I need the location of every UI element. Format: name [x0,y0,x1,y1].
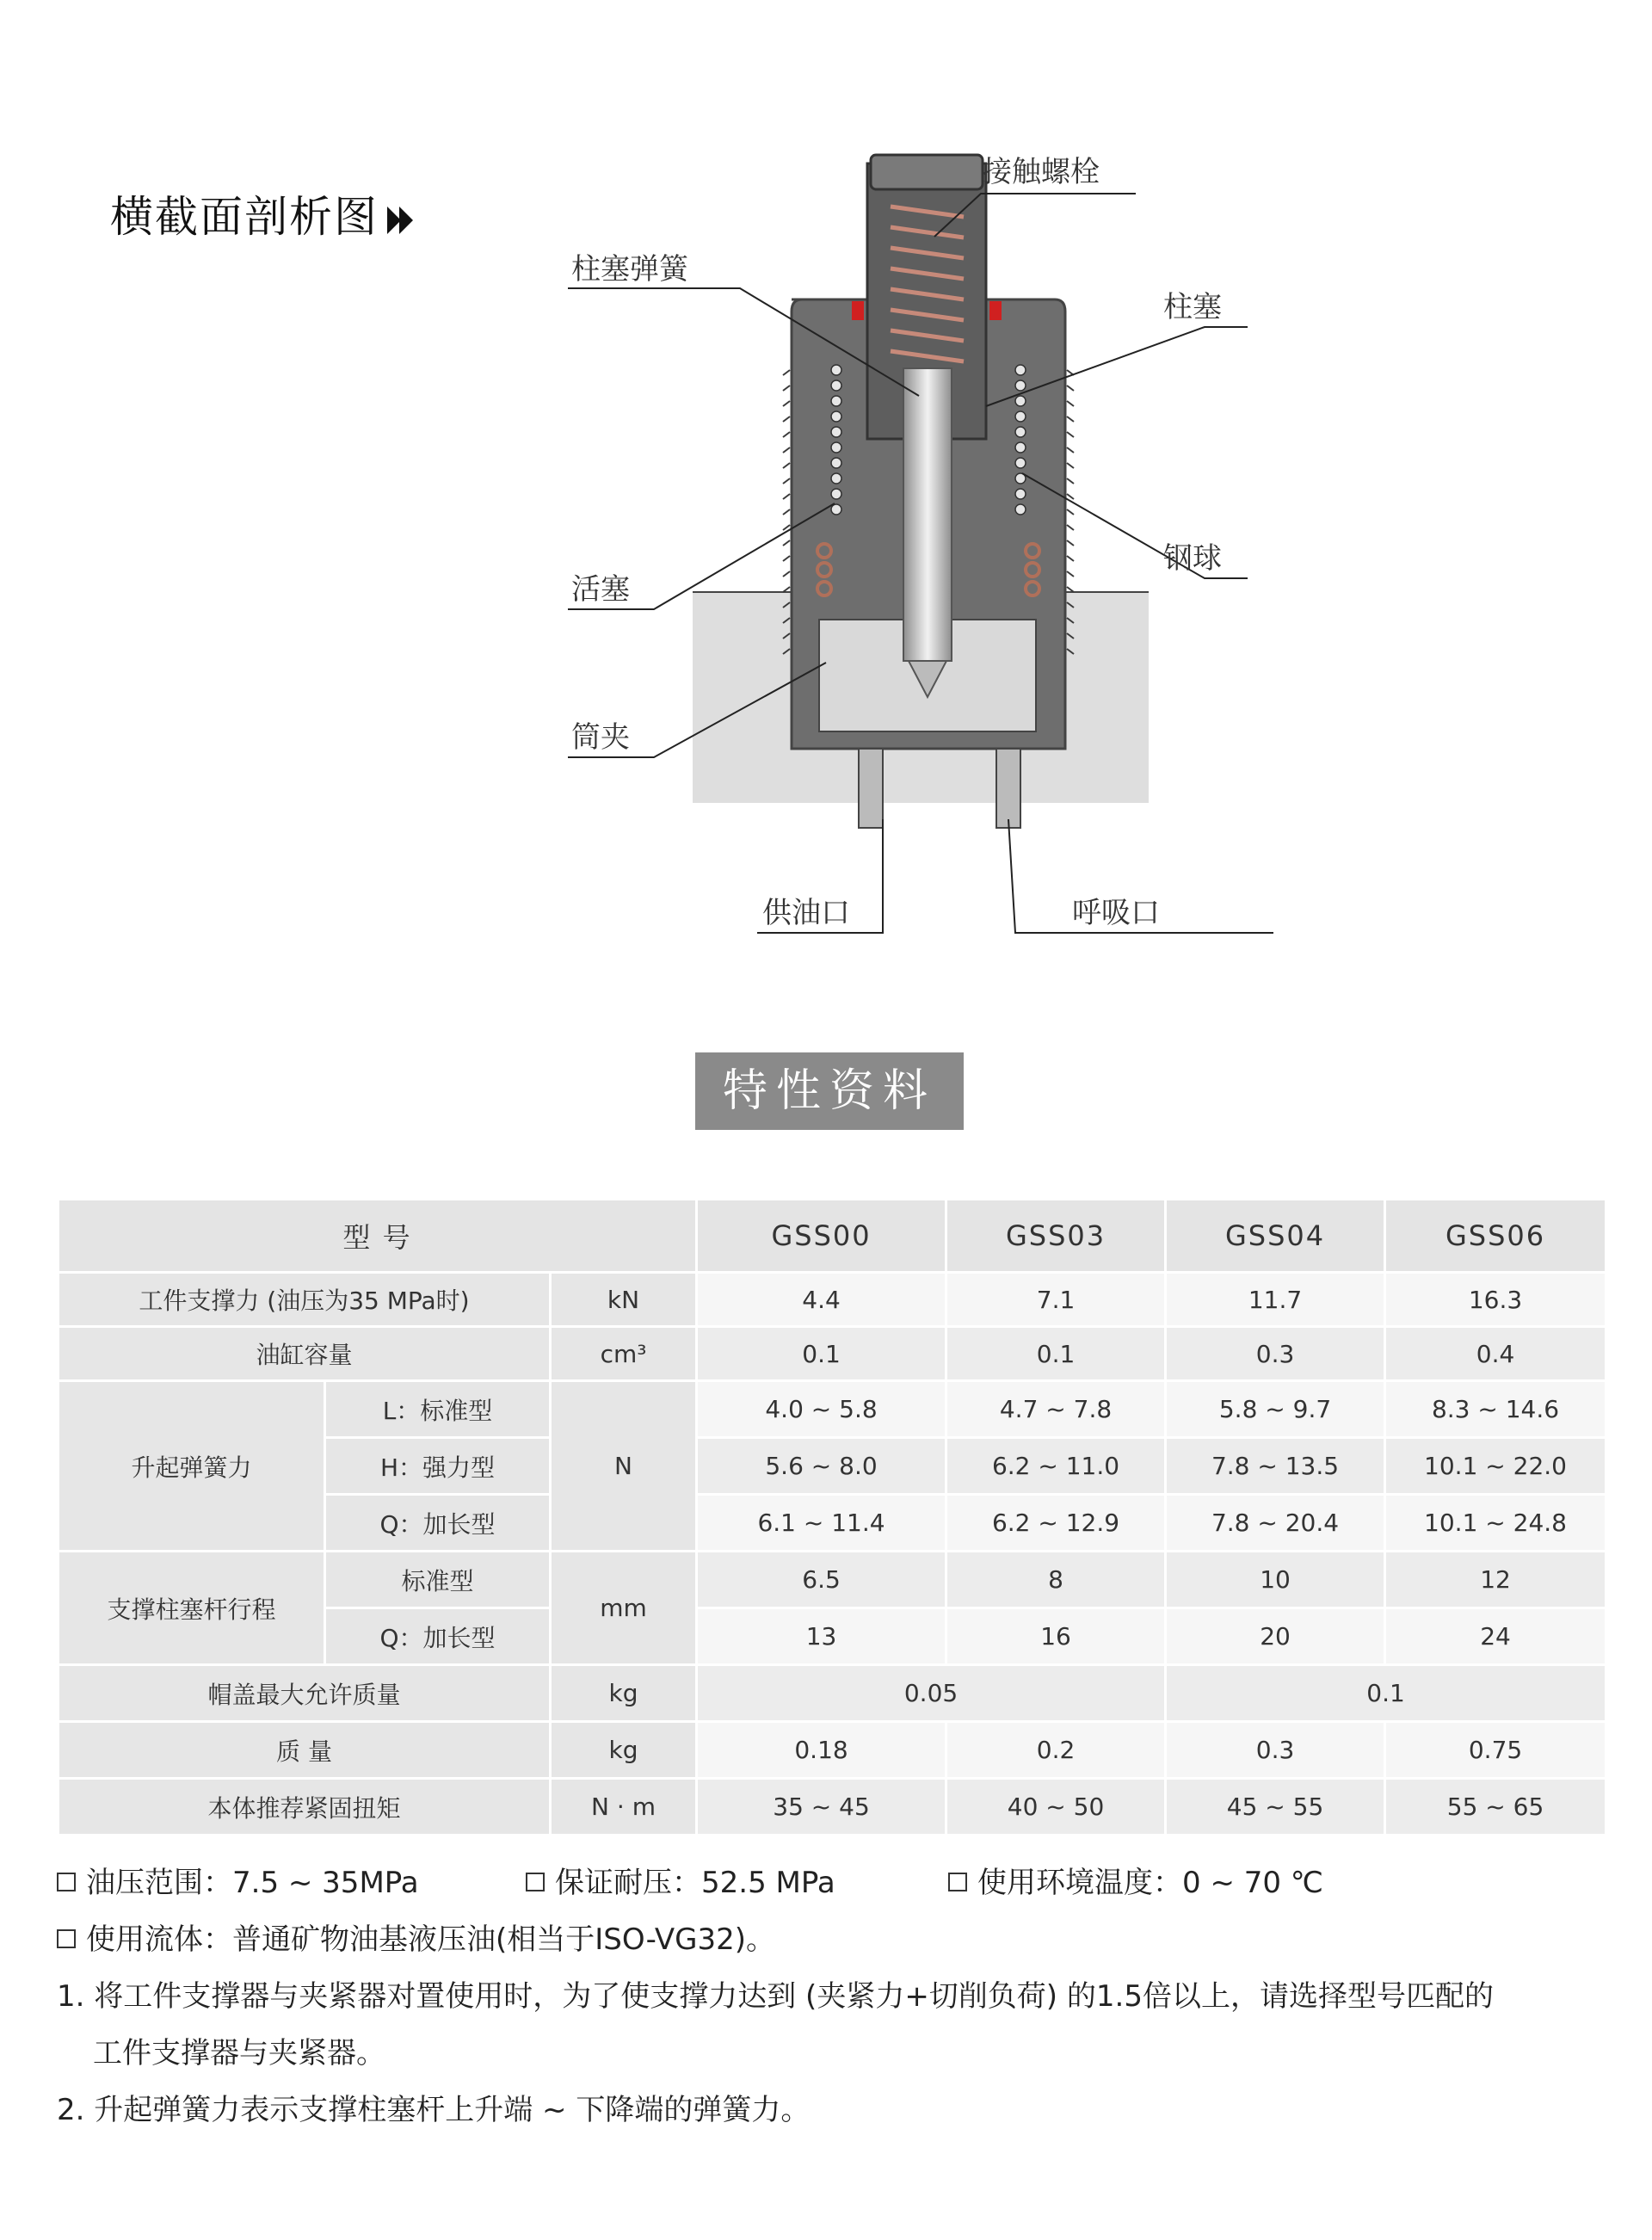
cell: 7.1 [946,1273,1166,1327]
label-contact-bolt: 接触螺栓 [983,155,1100,189]
note-fluid: 使用流体：普通矿物油基液压油(相当于ISO-VG32)。 [57,1916,775,1958]
row-unit: kg [551,1722,697,1779]
label-steel-ball: 钢球 [1163,541,1222,576]
cell: 8 [946,1552,1166,1608]
note-1-line-2: 工件支撑器与夹紧器。 [93,2036,385,2070]
cell: 5.8 ~ 9.7 [1166,1381,1385,1438]
sub-label: L：标准型 [325,1381,551,1438]
cell: 4.4 [697,1273,946,1327]
note-temperature: 使用环境温度：0 ~ 70 ℃ [948,1859,1323,1901]
cell: 5.6 ~ 8.0 [697,1438,946,1495]
row-unit: mm [551,1552,697,1665]
model-header: GSS00 [697,1200,946,1273]
cell: 0.1 [946,1327,1166,1381]
cell: 4.0 ~ 5.8 [697,1381,946,1438]
table-row [59,1273,1606,1327]
row-label: 支撑柱塞杆行程 [59,1552,325,1665]
row-label: 工件支撑力 (油压为35 MPa时) [59,1273,551,1327]
checkbox-square-icon [948,1873,967,1891]
note-proof-pressure: 保证耐压：52.5 MPa [526,1859,835,1901]
cell: 20 [1166,1608,1385,1665]
row-unit: cm³ [551,1327,697,1381]
cell: 35 ~ 45 [697,1779,946,1836]
cell: 45 ~ 55 [1166,1779,1385,1836]
cell: 24 [1385,1608,1606,1665]
note-pressure-range: 油压范围：7.5 ~ 35MPa [57,1859,419,1901]
cell: 10.1 ~ 22.0 [1385,1438,1606,1495]
sub-label: 标准型 [325,1552,551,1608]
row-unit: N · m [551,1779,697,1836]
cell: 12 [1385,1552,1606,1608]
model-header: GSS06 [1385,1200,1606,1273]
row-label: 本体推荐紧固扭矩 [59,1779,551,1836]
label-plunger-spring: 柱塞弹簧 [571,252,688,287]
label-plunger: 柱塞 [1163,290,1222,324]
cell: 0.3 [1166,1327,1385,1381]
contact-bolt [871,155,983,189]
sub-label: Q：加长型 [325,1495,551,1552]
table-row [59,1381,1606,1438]
cell: 0.18 [697,1722,946,1779]
row-label: 升起弹簧力 [59,1381,325,1552]
cell: 16 [946,1608,1166,1665]
cell: 11.7 [1166,1273,1385,1327]
cell: 0.3 [1166,1722,1385,1779]
table-row [59,1722,1606,1779]
model-header: GSS03 [946,1200,1166,1273]
model-header: GSS04 [1166,1200,1385,1273]
table-row [59,1327,1606,1381]
label-collet: 筒夹 [571,720,630,755]
cell: 10.1 ~ 24.8 [1385,1495,1606,1552]
label-breather-port: 呼吸口 [1072,896,1160,930]
checkbox-square-icon [526,1873,545,1891]
section-title-text: 横截面剖析图 [110,192,379,242]
label-oil-supply-port: 供油口 [762,896,850,930]
label-piston: 活塞 [571,572,630,607]
row-unit: kN [551,1273,697,1327]
play-arrow-icon [384,203,418,238]
table-row [59,1552,1606,1608]
spec-table [57,1198,1607,1836]
cell: 13 [697,1608,946,1665]
row-unit: N [551,1381,697,1552]
cell: 6.1 ~ 11.4 [697,1495,946,1552]
cell: 10 [1166,1552,1385,1608]
checkbox-square-icon [57,1929,76,1948]
cell: 16.3 [1385,1273,1606,1327]
row-label: 质 量 [59,1722,551,1779]
cell: 0.1 [1166,1665,1606,1722]
table-row [59,1665,1606,1722]
section-title [110,182,418,244]
cell: 55 ~ 65 [1385,1779,1606,1836]
cell: 0.05 [697,1665,1166,1722]
sub-label: H：强力型 [325,1438,551,1495]
note-2: 2. 升起弹簧力表示支撑柱塞杆上升端 ~ 下降端的弹簧力。 [57,2093,811,2127]
sub-label: Q：加长型 [325,1608,551,1665]
row-unit: kg [551,1665,697,1722]
cell: 7.8 ~ 20.4 [1166,1495,1385,1552]
row-label: 帽盖最大允许质量 [59,1665,551,1722]
cell: 0.75 [1385,1722,1606,1779]
cell: 8.3 ~ 14.6 [1385,1381,1606,1438]
characteristics-banner: 特性资料 [695,1052,964,1130]
checkbox-square-icon [57,1873,76,1891]
cell: 40 ~ 50 [946,1779,1166,1836]
cell: 0.4 [1385,1327,1606,1381]
cross-section-diagram [551,69,1222,930]
cell: 6.2 ~ 11.0 [946,1438,1166,1495]
model-label: 型 号 [59,1200,697,1273]
oil-supply-port-pipe [859,749,883,828]
cell: 6.2 ~ 12.9 [946,1495,1166,1552]
cell: 0.2 [946,1722,1166,1779]
table-row [59,1779,1606,1836]
row-label: 油缸容量 [59,1327,551,1381]
breather-port-pipe [996,749,1020,828]
table-header-row [59,1200,1606,1273]
note-1-line-1: 1. 将工件支撑器与夹紧器对置使用时，为了使支撑力达到 (夹紧力+切削负荷) 的1.5倍以上，请选择型号匹配的 [57,1979,1494,2014]
piston-rod [903,368,952,661]
cell: 7.8 ~ 13.5 [1166,1438,1385,1495]
cell: 4.7 ~ 7.8 [946,1381,1166,1438]
cell: 0.1 [697,1327,946,1381]
cell: 6.5 [697,1552,946,1608]
